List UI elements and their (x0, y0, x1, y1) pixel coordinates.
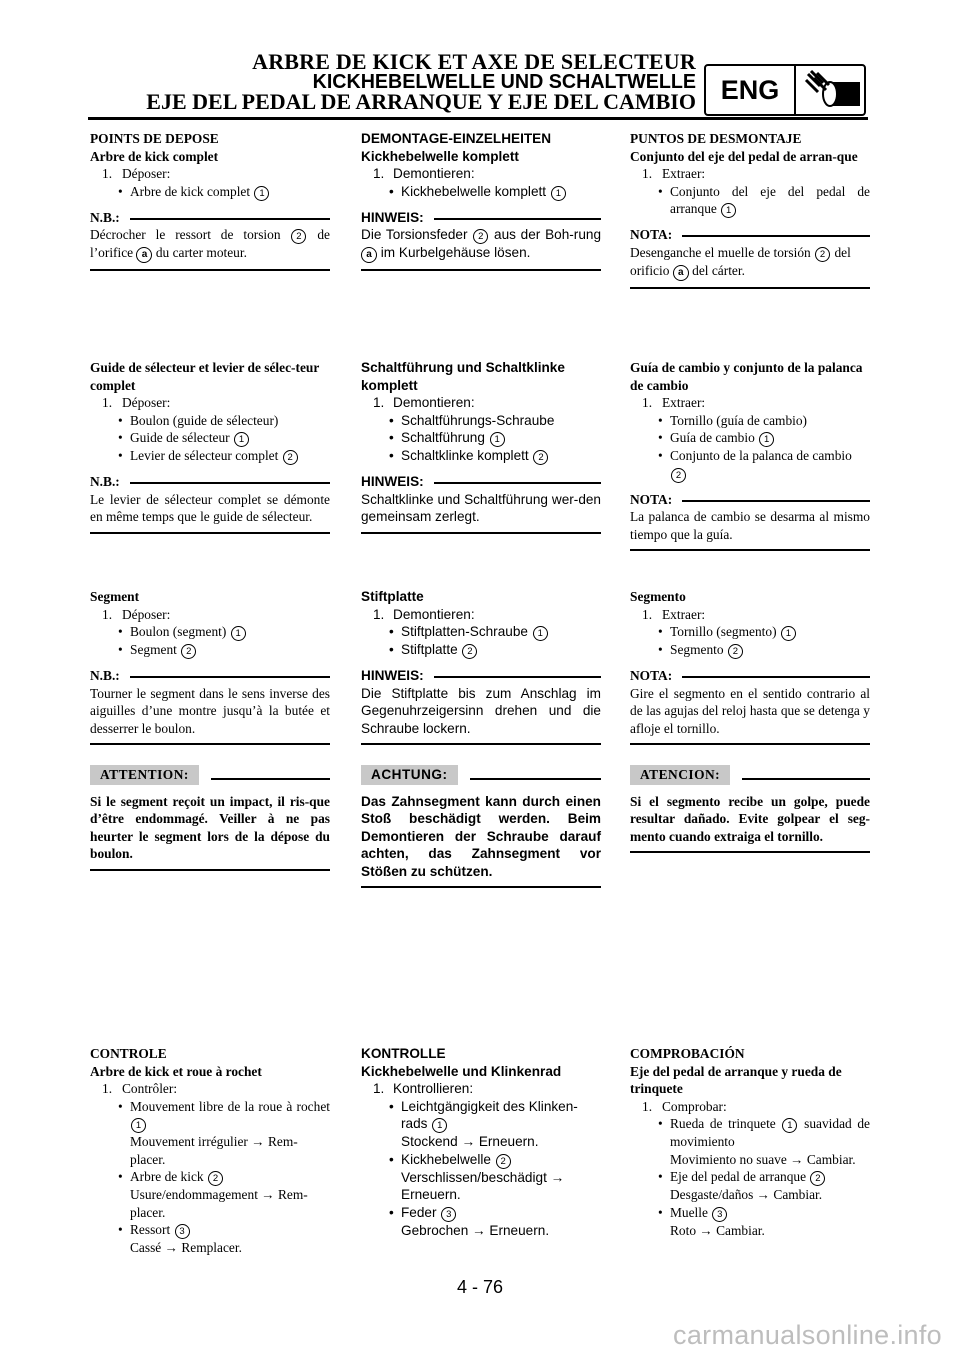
note-text: Die Stiftplatte bis zum Anschlag im Gegenuhrzeigersinn drehen und die Schraube lockern. (361, 685, 601, 736)
fr-result: Usure/endommagement → Rem-placer. (130, 1187, 308, 1220)
caution-text: Das Zahnsegment kann durch einen Stoß beschädigt werden. Beim Demontieren der Schraube darauf achten, das Zahnsegment vor Stößen zu schützen. (361, 793, 601, 879)
ref-1: 1 (234, 432, 249, 447)
fr-bullet: • Ressort 3 (90, 1221, 330, 1239)
header-title-es: EJE DEL PEDAL DE ARRANQUE Y EJE DEL CAMBIO (146, 89, 696, 114)
de-bullet: • Schaltführungs-Schraube (361, 412, 601, 430)
de-removal-kick-shaft (361, 130, 601, 271)
de-result: Gebrochen → Erneuern. (401, 1222, 550, 1238)
de-bullet: • Schaltklinke komplett 2 (361, 447, 601, 465)
es-result: Desgaste/daños → Cambiar. (670, 1187, 823, 1202)
fr-removal-segment (90, 588, 330, 871)
ref-1: 1 (551, 186, 566, 201)
caution-text: Si el segmento recibe un golpe, puede resultar dañado. Evite golpear el seg-mento cuando extraiga el tornillo. (630, 793, 870, 844)
fr-bullet: • Levier de sélecteur complet 2 (90, 447, 330, 465)
ref-1: 1 (759, 432, 774, 447)
note-tag: HINWEIS: (361, 474, 424, 489)
ref-2: 2 (181, 644, 196, 659)
ref-2: 2 (473, 229, 488, 244)
fr-removal-shift-guide (90, 359, 330, 534)
es-step: 1. Extraer: (642, 606, 706, 622)
engine-spring-icon (796, 66, 866, 114)
fr-subtitle: Arbre de kick et roue à rochet (90, 1063, 262, 1079)
fr-bullet: • Boulon (segment) 1 (90, 623, 330, 641)
ref-1: 1 (490, 432, 505, 447)
caution-tag: ACHTUNG: (361, 765, 458, 785)
ref-2: 2 (291, 229, 306, 244)
section-badge-label: ENG (706, 66, 796, 114)
ref-2: 2 (208, 1171, 223, 1186)
ref-3: 3 (712, 1207, 727, 1222)
note-text: Le levier de sélecteur complet se démonte en même temps que le guide de sélecteur. (90, 491, 330, 524)
de-step: 1. Demontieren: (373, 166, 475, 181)
fr-note (90, 209, 330, 272)
page-number: 4 - 76 (456, 1277, 504, 1297)
header-rule-right (700, 117, 868, 120)
note-text: Desenganche el muelle de torsión 2 del orificio a del cárter. (630, 244, 870, 281)
es-bullet: • Guía de cambio 1 (630, 429, 870, 447)
ref-2: 2 (496, 1154, 511, 1169)
es-bullet: • Conjunto de la palanca de cambio 2 (630, 447, 870, 483)
de-bullet: • Feder 3 (361, 1204, 601, 1222)
fr-bullet: • Mouvement libre de la roue à rochet 1 (90, 1098, 330, 1134)
note-tag: N.B.: (90, 668, 120, 683)
ref-a: a (673, 265, 689, 281)
ref-2: 2 (810, 1171, 825, 1186)
es-bullet: • Muelle 3 (630, 1204, 870, 1222)
de-removal-shift-guide (361, 359, 601, 534)
note-text: Schaltklinke und Schaltführung wer-den gemeinsam zerlegt. (361, 491, 601, 524)
note-tag: HINWEIS: (361, 668, 424, 683)
ref-1: 1 (533, 626, 548, 641)
es-result: Movimiento no suave → Cambiar. (670, 1151, 856, 1167)
header-title-de: KICKHEBELWELLE UND SCHALTWELLE (312, 70, 696, 93)
fr-step: 1. Déposer: (102, 395, 171, 410)
fr-bullet: • Arbre de kick 2 (90, 1168, 330, 1186)
de-subtitle: Kickhebelwelle und Klinkenrad (361, 1063, 562, 1079)
es-removal-kick-shaft (630, 130, 870, 289)
ref-1: 1 (254, 186, 269, 201)
de-subtitle: Kickhebelwelle komplett (361, 148, 519, 164)
fr-subtitle: Segment (90, 589, 140, 604)
note-text: Tourner le segment dans le sens inverse des aiguilles d’une montre jusqu’à la butée et desserrer le boulon. (90, 685, 330, 736)
ref-1: 1 (131, 1118, 146, 1133)
caution-tag: ATTENTION: (90, 765, 199, 785)
caution-text: Si le segment reçoit un impact, il ris-que d’être endommagé. Veiller à ne pas heurter le segment lors de la dépose du boulon. (90, 793, 330, 861)
ref-a: a (361, 247, 377, 263)
note-text: La palanca de cambio se desarma al mismo tiempo que la guía. (630, 509, 870, 542)
header-title-fr: ARBRE DE KICK ET AXE DE SELECTEUR (252, 49, 696, 74)
es-subtitle: Segmento (630, 589, 686, 604)
fr-note (90, 667, 330, 745)
es-step: 1. Comprobar: (642, 1098, 727, 1114)
ref-3: 3 (175, 1224, 190, 1239)
note-text: Décrocher le ressort de torsion 2 de l’orifice a du carter moteur. (90, 226, 330, 263)
section-badge (704, 64, 866, 116)
fr-subtitle: Arbre de kick complet (90, 148, 219, 164)
de-subtitle: Stiftplatte (361, 589, 424, 604)
note-tag: NOTA: (630, 668, 673, 683)
de-caution (361, 765, 601, 888)
ref-1: 1 (231, 626, 246, 641)
de-removal-segment (361, 588, 601, 888)
fr-step: 1. Déposer: (102, 606, 171, 622)
es-bullet: • Tornillo (guía de cambio) (630, 412, 870, 430)
caution-tag: ATENCION: (630, 765, 730, 785)
es-step: 1. Extraer: (642, 395, 706, 410)
de-step: 1. Demontieren: (373, 606, 475, 622)
de-note (361, 667, 601, 745)
es-bullet: • Tornillo (segmento) 1 (630, 623, 870, 641)
note-tag: NOTA: (630, 491, 673, 507)
ref-2: 2 (533, 450, 548, 465)
ref-2: 2 (283, 450, 298, 465)
es-step: 1. Extraer: (642, 166, 706, 181)
de-bullet: • Kickhebelwelle komplett 1 (361, 183, 601, 201)
fr-step: 1. Contrôler: (102, 1081, 178, 1096)
ref-2: 2 (671, 468, 686, 483)
de-note (361, 209, 601, 272)
ref-2: 2 (462, 644, 477, 659)
de-section-title: KONTROLLE (361, 1046, 446, 1061)
es-note (630, 667, 870, 745)
fr-result: Mouvement irrégulier → Rem-placer. (130, 1134, 298, 1167)
es-subtitle: Conjunto del eje del pedal de arran-que (630, 148, 858, 164)
note-tag: N.B.: (90, 474, 120, 489)
de-result: Stockend → Erneuern. (401, 1134, 539, 1149)
header-rule (88, 117, 700, 120)
es-note (630, 226, 870, 289)
de-bullet: • Schaltführung 1 (361, 429, 601, 447)
es-section-title: COMPROBACIÓN (630, 1046, 745, 1061)
fr-bullet: • Guide de sélecteur 1 (90, 429, 330, 447)
fr-bullet: • Boulon (guide de sélecteur) (90, 412, 330, 430)
ref-3: 3 (441, 1207, 456, 1222)
note-text: Die Torsionsfeder 2 aus der Boh-rung a im Kurbelgehäuse lösen. (361, 226, 601, 263)
de-subtitle: Schaltführung und Schaltklinke komplett (361, 360, 565, 393)
es-bullet: • Conjunto del eje del pedal de arranque 1 (630, 183, 870, 219)
de-step: 1. Kontrollieren: (373, 1081, 474, 1096)
ref-1: 1 (721, 203, 736, 218)
es-bullet: • Eje del pedal de arranque 2 (630, 1168, 870, 1186)
fr-bullet: • Segment 2 (90, 641, 330, 659)
de-bullet: • Stiftplatten-Schraube 1 (361, 623, 601, 641)
note-tag: N.B.: (90, 209, 120, 225)
de-bullet: • Kickhebelwelle 2 (361, 1151, 601, 1169)
fr-subtitle: Guide de sélecteur et levier de sélec-teur complet (90, 360, 320, 393)
de-section-title: DEMONTAGE-EINZELHEITEN (361, 131, 552, 146)
de-inspection (361, 1045, 601, 1239)
ref-1: 1 (782, 1118, 797, 1133)
es-note (630, 491, 870, 552)
ref-1: 1 (432, 1118, 447, 1133)
ref-2: 2 (815, 247, 830, 262)
ref-2: 2 (728, 644, 743, 659)
fr-step: 1. Déposer: (102, 166, 171, 181)
es-caution (630, 765, 870, 853)
note-tag: HINWEIS: (361, 209, 424, 225)
fr-inspection (90, 1045, 330, 1257)
es-bullet: • Segmento 2 (630, 641, 870, 659)
fr-section-title: POINTS DE DEPOSE (90, 131, 219, 146)
es-removal-segment (630, 588, 870, 853)
fr-bullet: • Arbre de kick complet 1 (90, 183, 330, 201)
fr-note (90, 473, 330, 534)
de-result: Verschlissen/beschädigt → Erneuern. (401, 1169, 565, 1202)
de-step: 1. Demontieren: (373, 395, 475, 410)
es-subtitle: Guía de cambio y conjunto de la palanca de cambio (630, 360, 863, 393)
ref-a: a (136, 247, 152, 263)
de-bullet: • Stiftplatte 2 (361, 641, 601, 659)
fr-caution (90, 765, 330, 871)
es-bullet: • Rueda de trinquete 1 suavidad de movimiento (630, 1115, 870, 1151)
note-text: Gire el segmento en el sentido contrario al de las agujas del reloj hasta que se detenga y afloje el tornillo. (630, 685, 870, 736)
page-header (120, 49, 696, 114)
es-removal-shift-guide (630, 359, 870, 551)
es-result: Roto → Cambiar. (670, 1222, 765, 1238)
es-section-title: PUNTOS DE DESMONTAJE (630, 131, 802, 146)
es-inspection (630, 1045, 870, 1239)
fr-result: Cassé → Remplacer. (130, 1240, 242, 1255)
fr-removal-kick-shaft (90, 130, 330, 271)
ref-1: 1 (781, 626, 796, 641)
de-note (361, 473, 601, 534)
fr-section-title: CONTROLE (90, 1046, 167, 1061)
de-bullet: • Leichtgängigkeit des Klinken-rads 1 (361, 1098, 601, 1134)
note-tag: NOTA: (630, 227, 673, 242)
es-subtitle: Eje del pedal de arranque y rueda de trinquete (630, 1063, 842, 1096)
watermark[interactable]: carmanualsonline.info (673, 1320, 942, 1350)
